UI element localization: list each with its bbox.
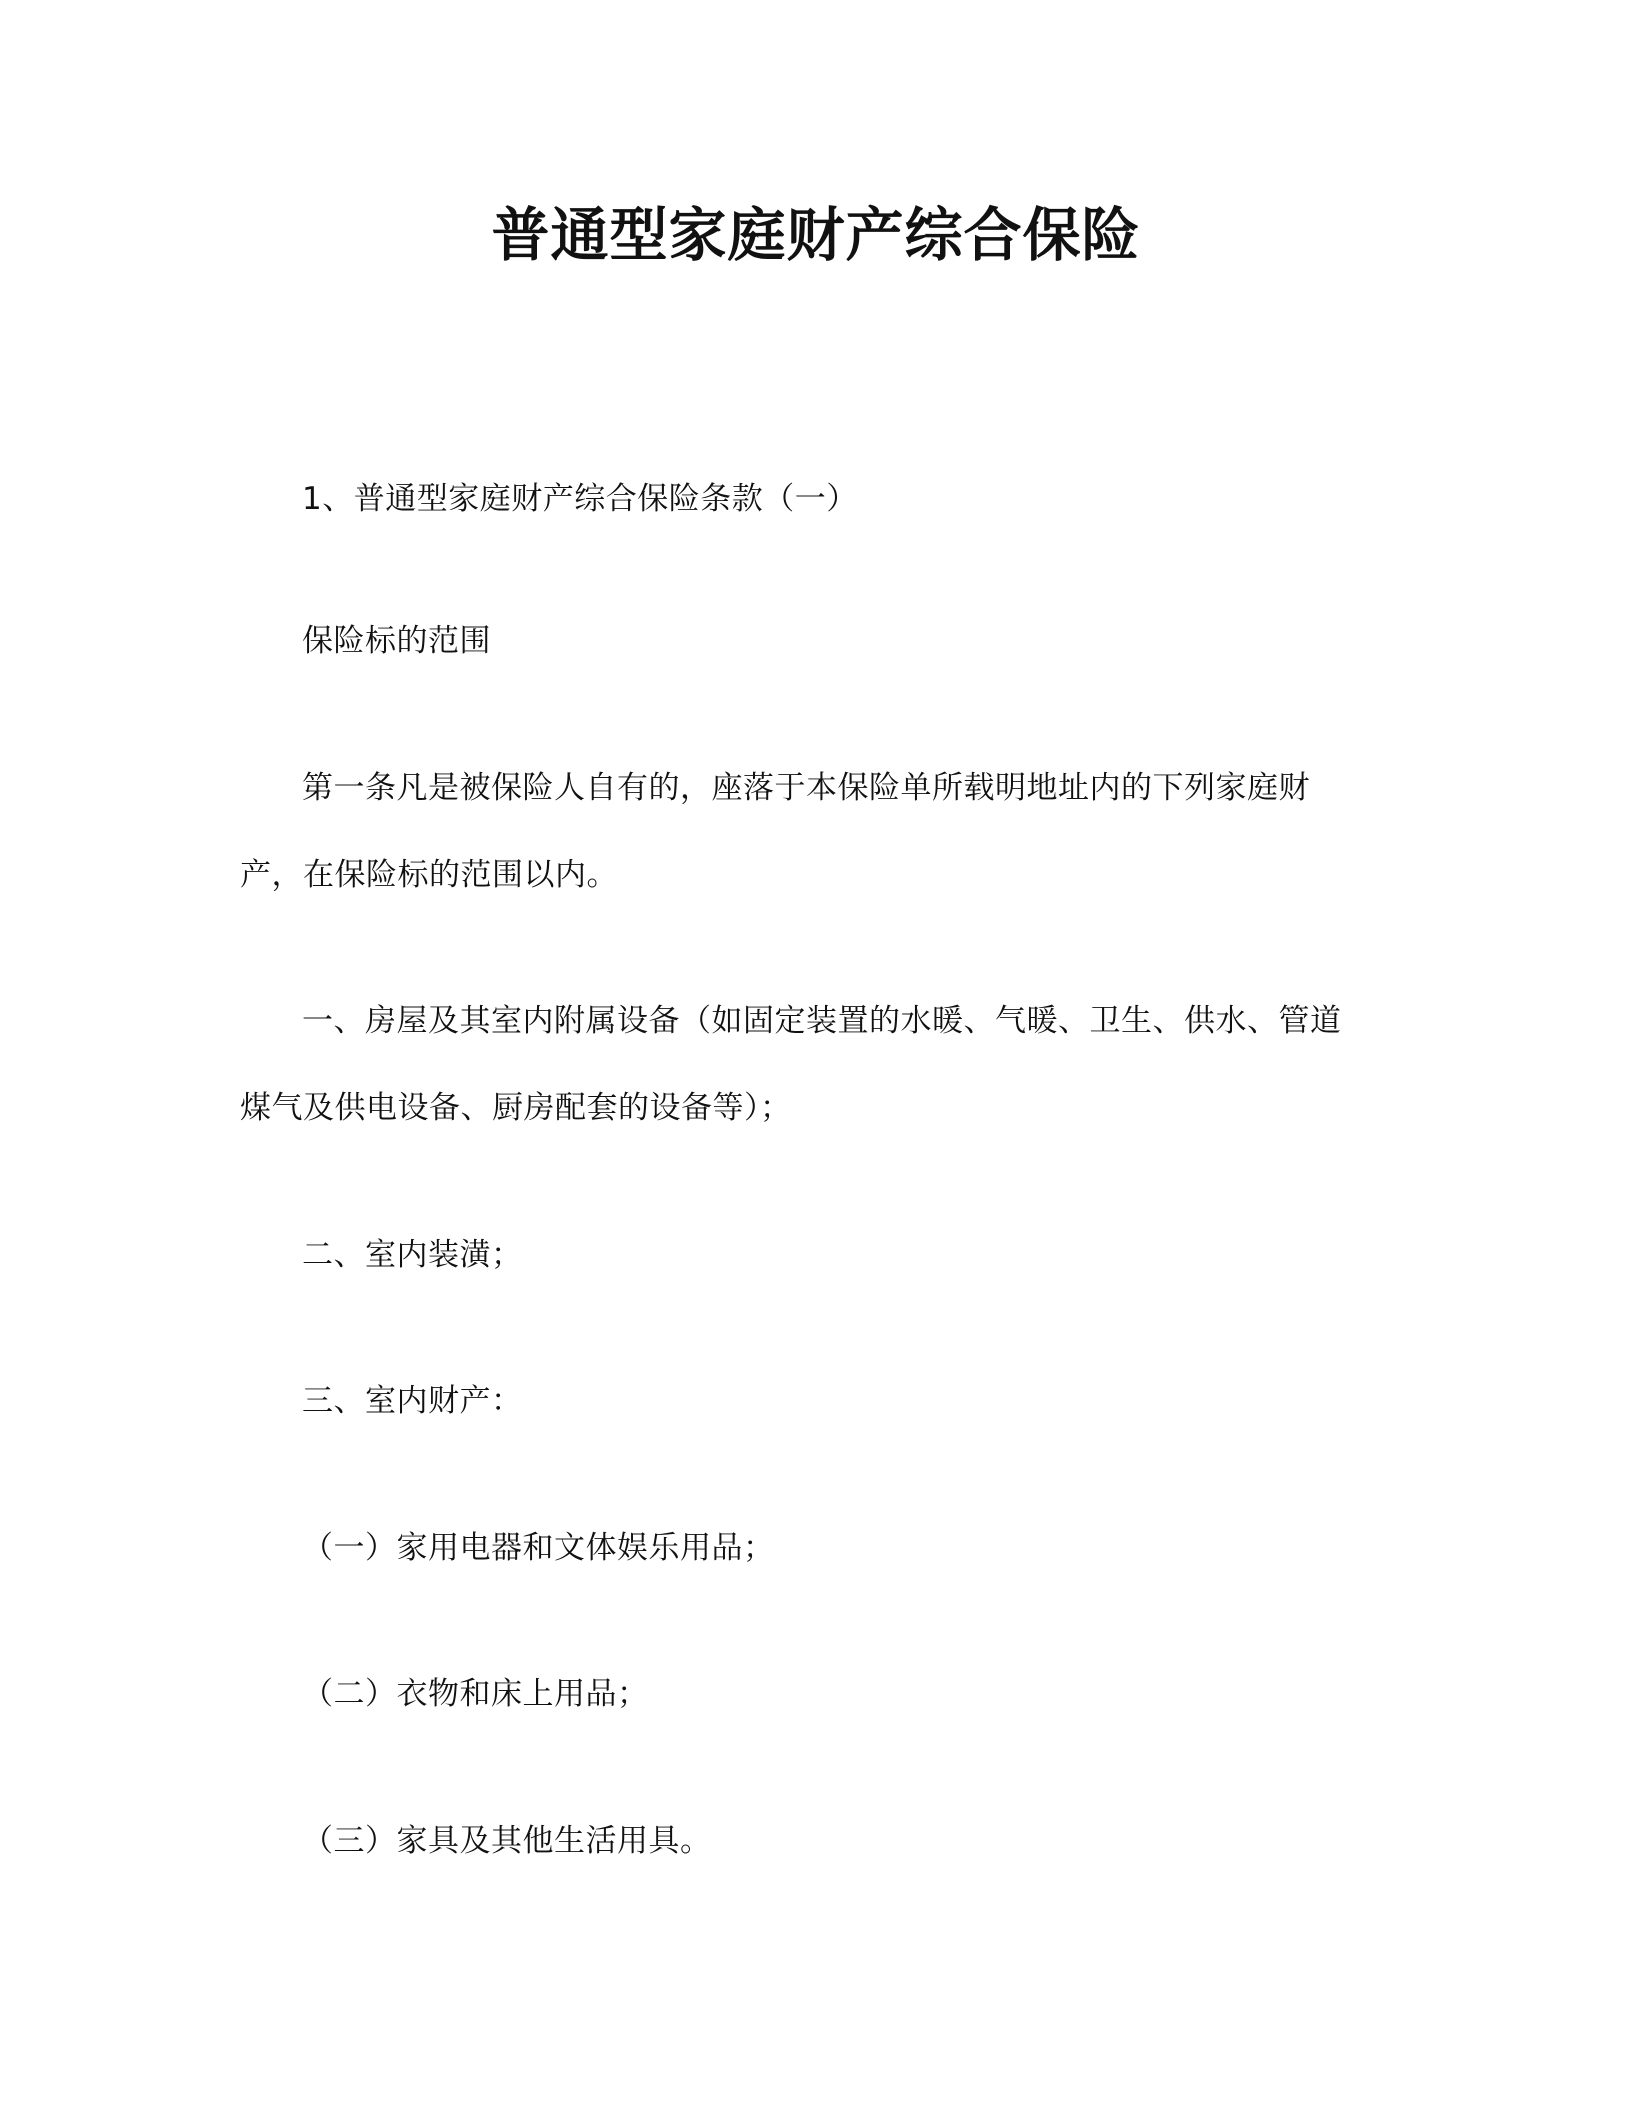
item-1-line-1: 一、房屋及其室内附属设备（如固定装置的水暖、气暖、卫生、供水、管道 <box>302 1003 1342 1039</box>
item-3: 三、室内财产： <box>302 1383 523 1419</box>
document-title: 普通型家庭财产综合保险 <box>491 201 1141 269</box>
item-2: 二、室内装潢； <box>302 1237 523 1273</box>
sub-item-2: （二）衣物和床上用品； <box>302 1676 649 1712</box>
subheading-insured-scope: 保险标的范围 <box>302 623 491 659</box>
article-1-line-2: 产，在保险标的范围以内。 <box>240 857 618 893</box>
sub-item-3: （三）家具及其他生活用具。 <box>302 1823 712 1859</box>
article-1-line-1: 第一条凡是被保险人自有的，座落于本保险单所载明地址内的下列家庭财 <box>302 770 1310 806</box>
section-heading: 1、普通型家庭财产综合保险条款（一） <box>302 481 858 517</box>
item-1-line-2: 煤气及供电设备、厨房配套的设备等）； <box>240 1090 792 1126</box>
sub-item-1: （一）家用电器和文体娱乐用品； <box>302 1530 775 1566</box>
